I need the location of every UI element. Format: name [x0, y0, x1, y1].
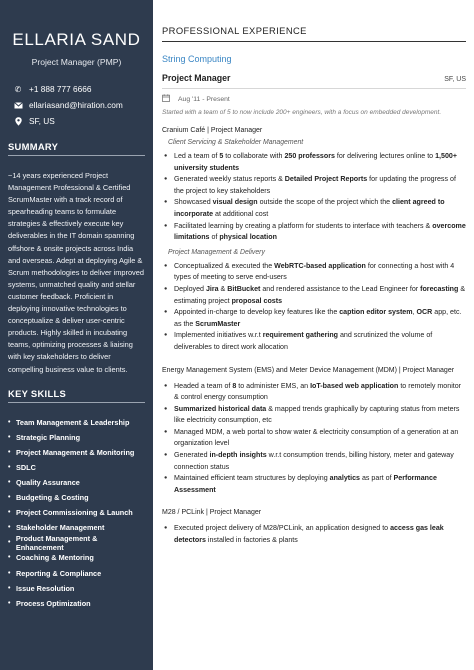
bullet-icon: • — [8, 433, 11, 441]
bullet-item: ● Executed project delivery of M28/PCLink, an application designed to access gas leak detectors installed in factories & plants — [162, 523, 466, 546]
m28-project-title: M28 / PCLink | Project Manager — [162, 509, 262, 517]
bullet-item: ● Managed MDM, a web portal to show water & electricity consumption of a generation at an organization level — [162, 427, 466, 450]
bullet-icon: • — [8, 569, 11, 577]
bullet-item: ● Implemented initiatives w.r.t requirement gathering and scrutinized the volume of deliverables to direct work allocation — [162, 330, 466, 353]
phone-row[interactable] — [0, 81, 153, 97]
map-pin-icon — [12, 117, 24, 126]
skill-item: • Project Management & Monitoring — [8, 447, 135, 457]
bullet-icon: • — [8, 463, 11, 471]
bullet-item: ● Facilitated learning by creating a platform for students to interface with teachers & overcome limitations of physical location — [162, 221, 466, 244]
bullet-icon: • — [8, 584, 11, 592]
skill-item: • Issue Resolution — [8, 583, 75, 593]
skill-item: • Team Management & Leadership — [8, 417, 130, 427]
ems-project-title: Energy Management System (EMS) and Meter Device Management (MDM) | Project Manager — [162, 366, 455, 374]
m28-bullet-list — [162, 523, 466, 546]
bullet-item: ● Generated weekly status reports & Detailed Project Reports for updating the progress of the project to key stakeholders — [162, 174, 466, 197]
key-skills-heading: KEY SKILLS — [8, 388, 145, 403]
email-row[interactable] — [0, 97, 153, 113]
bullet-item: ● Appointed in-charge to develop key features like the caption editor system, OCR app, etc. as the ScrumMaster — [162, 307, 466, 330]
bullet-icon: • — [8, 418, 11, 426]
bullet-item: ● Maintained efficient team structures by deploying analytics as part of Performance Assessment — [162, 473, 466, 496]
bullet-item: ● Showcased visual design outside the scope of the project which the client agreed to incorporate at additional cost — [162, 197, 466, 220]
bullet-icon: • — [8, 448, 11, 456]
job-intro: Started with a team of 5 to now include 200+ engineers, with a focus on embedded development. — [162, 109, 442, 116]
phone-icon: ✆ — [14, 84, 22, 94]
calendar-icon — [162, 94, 170, 104]
bullet-item: ● Summarized historical data & mapped trends graphically by capturing status from meters like electricity consumption, etc — [162, 404, 466, 427]
bullet-icon: • — [8, 509, 11, 517]
bullet-icon: • — [8, 479, 11, 487]
envelope-icon — [12, 102, 24, 109]
candidate-name: ELLARIA SAND — [12, 30, 141, 49]
bullet-item: ● Headed a team of 8 to administer EMS, an IoT-based web application to remotely monitor & control energy consumption — [162, 381, 466, 404]
location-text: SF, US — [29, 116, 55, 126]
bullet-icon: • — [8, 494, 11, 502]
skill-item: • Coaching & Mentoring — [8, 553, 94, 563]
skill-item: • Product Management & Enhancement — [8, 533, 98, 552]
bullet-icon: • — [8, 554, 11, 562]
main-content — [162, 0, 466, 670]
role-row — [162, 73, 466, 89]
key-skills-list — [8, 415, 145, 611]
bullet-item: ● Deployed Jira & BitBucket and rendered assistance to the Lead Engineer for forecasting & estimating project proposal costs — [162, 284, 466, 307]
skill-item: • Budgeting & Costing — [8, 493, 89, 503]
summary-heading: SUMMARY — [8, 141, 145, 156]
job-location: SF, US — [444, 76, 466, 83]
delivery-bullet-list — [162, 261, 466, 354]
client-bullet-list — [162, 151, 466, 244]
bullet-icon: • — [8, 524, 11, 532]
date-row — [162, 94, 466, 104]
phone-text: +1 888 777 6666 — [29, 84, 92, 94]
skill-item: • SDLC — [8, 462, 36, 472]
bullet-item: ● Conceptualized & executed the WebRTC-based application for connecting a host with 4 types of meeting to serve end-users — [162, 261, 466, 284]
skill-item: • Process Optimization — [8, 598, 91, 608]
candidate-title: Project Manager (PMP) — [31, 57, 122, 67]
location-row — [0, 113, 153, 129]
client-servicing-subheading: Client Servicing & Stakeholder Management — [168, 139, 304, 146]
sidebar — [0, 0, 153, 670]
delivery-subheading: Project Management & Delivery — [168, 248, 265, 256]
bullet-icon: • — [8, 599, 11, 607]
summary-text: ~14 years experienced Project Management Professional & Certified ScrumMaster with a track record of spearheading teams to formulate strategies & effectively execute key deliverables in the IT domain spanning offshore & onsite projects across India and overseas. Adept at deploying Agile & Scrum methodologies to deliver improved systems, unmatched quality and stellar customer feedback. Proficient in deploying innovative technologies to conceptualize & deliver user-centric products. Highly skilled in incubating teams, optimizing processes & liaising with key stakeholders to deliver compelling business value to clients. — [8, 171, 144, 374]
company-name: String Computing — [162, 54, 232, 64]
job-role: Project Manager — [162, 73, 231, 83]
bullet-item: ● Generated in-depth insights w.r.t consumption trends, billing history, meter and gateway connection status — [162, 450, 466, 473]
email-text: ellariasand@hiration.com — [29, 100, 123, 110]
skill-item: • Strategic Planning — [8, 432, 81, 442]
skill-item: • Project Commissioning & Launch — [8, 508, 133, 518]
job-date: Aug '11 - Present — [178, 95, 230, 103]
skill-item: • Reporting & Compliance — [8, 568, 102, 578]
ems-bullet-list — [162, 381, 466, 497]
experience-heading: PROFESSIONAL EXPERIENCE — [162, 25, 466, 42]
bullet-icon: • — [8, 539, 11, 547]
contact-info — [0, 81, 153, 129]
client-project-title: Cranium Café | Project Manager — [162, 127, 263, 134]
skill-item: • Quality Assurance — [8, 478, 80, 488]
skill-item: • Stakeholder Management — [8, 523, 105, 533]
bullet-item: ● Led a team of 5 to collaborate with 250 professors for delivering lectures online to 1,500+ university students — [162, 151, 466, 174]
